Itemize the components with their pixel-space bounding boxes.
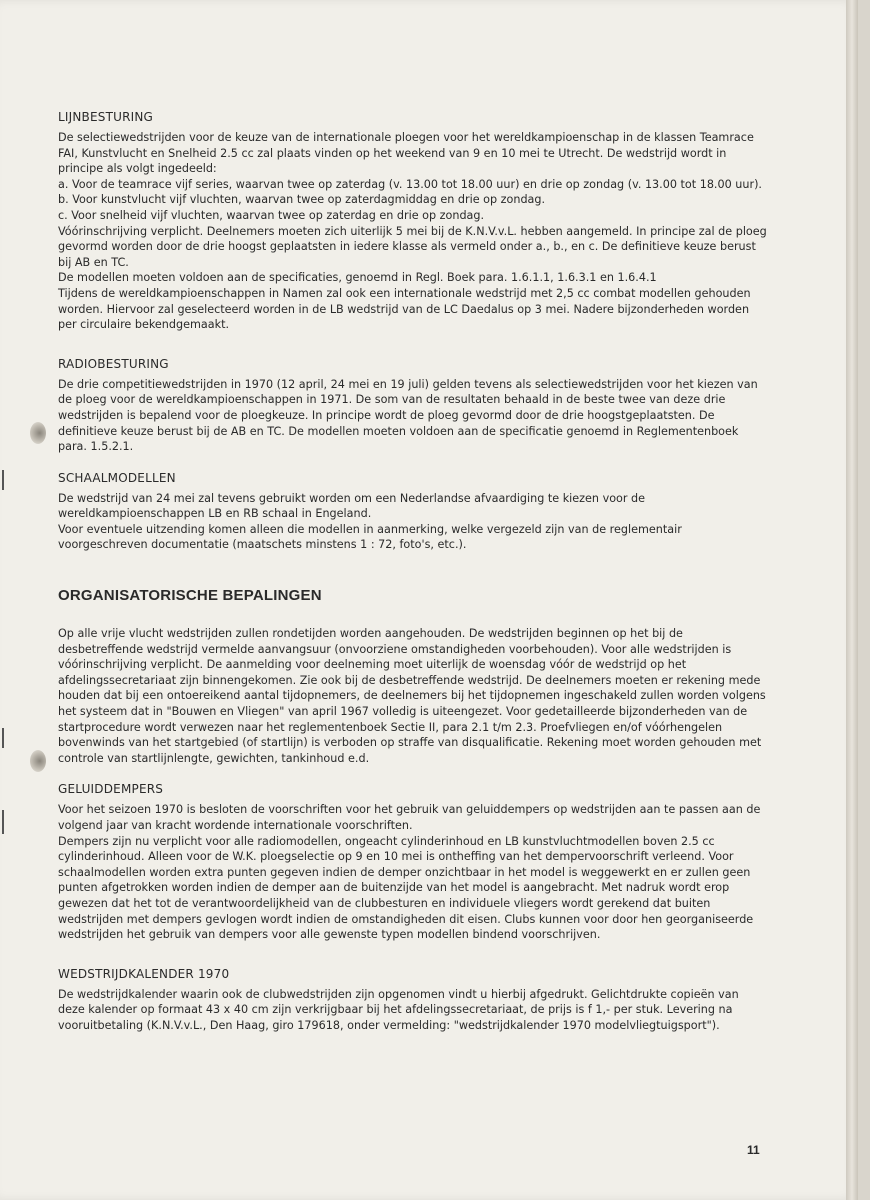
paragraph: a. Voor de teamrace vijf series, waarvan twee op zaterdag (v. 13.00 tot 18.00 uur) en drie op zondag (v. 13.00 tot 18.00 uur). bbox=[58, 177, 762, 191]
main-heading-organisatorische: ORGANISATORISCHE BEPALINGEN bbox=[58, 587, 322, 605]
section-heading: GELUIDDEMPERS bbox=[58, 782, 164, 797]
paragraph: Vóórinschrijving verplicht. Deelnemers moeten zich uiterlijk 5 mei bij de K.N.V.v.L. hebben aangemeld. In principe zal de ploeg gevormd worden door de drie hoogst geplaatsten in iedere klasse als vermeld onder a., b., en c. De definitieve keuze berust bij AB en TC. bbox=[58, 224, 767, 269]
paragraph: Voor het seizoen 1970 is besloten de voorschriften voor het gebruik van geluiddempers op wedstrijden aan te passen aan de volgend jaar van kracht wordende internationale voorschriften. bbox=[58, 803, 761, 832]
punch-hole-top bbox=[30, 422, 46, 444]
paragraph: Op alle vrije vlucht wedstrijden zullen rondetijden worden aangehouden. De wedstrijden beginnen op het bij de desbetreffende wedstrijd vermelde aanvangsuur (onvoorziene omstandigheden voorbehouden). Voor alle wedstrijden is vóórinschrijving verplicht. De aanmelding voor deelneming moet uiterlijk de woensdag vóór de wedstrijd op het afdelingssecretariaat zijn binnengekomen. Zie ook bij de desbetreffende wedstrijd. De deelnemers moeten er rekening mede houden dat bij een ontoereikend aantal tijdopnemers, de deelnemers bij het tijdopnemen ingeschakeld zullen worden volgens het systeem dat in "Bouwen en Vliegen" van april 1967 volledig is uiteengezet. Voor gedetailleerde bijzonderheden van de startprocedure wordt verwezen naar het reglementenboek Sectie II, para 2.1 t/m 2.3. Proefvliegen en/of vóórhengelen bovenwinds van het startgebied (of startlijn) is verboden op straffe van disqualificatie. Rekening moet worden gehouden met controle van startlijnlengte, gewichten, tankinhoud e.d. bbox=[58, 627, 766, 765]
paragraph: De selectiewedstrijden voor de keuze van de internationale ploegen voor het wereldkampioenschap in de klassen Teamrace FAI, Kunstvlucht en Snelheid 2.5 cc zal plaats vinden op het weekend van 9 en 10 mei te Utrecht. De wedstrijd wordt in principe als volgt ingedeeld: bbox=[58, 131, 754, 176]
paragraph: De modellen moeten voldoen aan de specificaties, genoemd in Regl. Boek para. 1.6.1.1, 1.6.3.1 en 1.6.4.1 bbox=[58, 271, 657, 285]
binder-mark bbox=[2, 728, 4, 748]
page-number: 11 bbox=[747, 1143, 760, 1157]
section-heading: LIJNBESTURING bbox=[58, 110, 154, 124]
section-schaalmodellen bbox=[58, 471, 768, 553]
punch-hole-bottom bbox=[30, 750, 46, 772]
paragraph: b. Voor kunstvlucht vijf vluchten, waarvan twee op zaterdagmiddag en drie op zondag. bbox=[58, 193, 546, 207]
section-heading: SCHAALMODELLEN bbox=[58, 470, 176, 485]
paragraph: Dempers zijn nu verplicht voor alle radiomodellen, ongeacht cylinderinhoud en LB kunstvluchtmodellen boven 2.5 cc cylinderinhoud. Alleen voor de W.K. ploegselectie op 9 en 10 mei is ontheffing van het dempervoorschrift verleend. Voor schaalmodellen worden extra punten gegeven indien de demper onzichtbaar in het model is weggewerkt en er zullen geen punten afgetrokken worden indien de demper aan de buitenzijde van het model is aangebracht. Met nadruk wordt erop gewezen dat het tot de verantwoordelijkheid van de clubbesturen en individuele vliegers wordt gerekend dat buiten wedstrijden met dempers gevlogen wordt indien de omstandigheden dit eisen. Clubs kunnen voor door hen georganiseerde wedstrijden het gebruik van dempers voor alle gewenste typen modellen bindend voorschrijven. bbox=[58, 834, 754, 942]
paragraph: De drie competitiewedstrijden in 1970 (12 april, 24 mei en 19 juli) gelden tevens als selectiewedstrijden voor het kiezen van de ploeg voor de wereldkampioenschappen in 1971. De som van de resultaten behaald in de beste twee van deze drie wedstrijden is bepalend voor de ploegkeuze. In principe wordt de ploeg gevormd door de drie hoogstgeplaatsten. De definitieve keuze berust bij de AB en TC. De modellen moeten voldoen aan de specificatie genoemd in Reglementenboek para. 1.5.2.1. bbox=[58, 377, 758, 454]
paragraph: De wedstrijd van 24 mei zal tevens gebruikt worden om een Nederlandse afvaardiging te kiezen voor de wereldkampioenschappen LB en RB schaal in Engeland. bbox=[58, 491, 646, 521]
section-geluiddempers bbox=[58, 782, 768, 942]
section-heading: WEDSTRIJDKALENDER 1970 bbox=[58, 966, 230, 981]
binder-mark bbox=[2, 810, 4, 834]
section-wedstrijdkalender bbox=[58, 967, 768, 1034]
paragraph: Voor eventuele uitzending komen alleen die modellen in aanmerking, welke vergezeld zijn van de reglementair voorgeschreven documentatie (maatschets minstens 1 : 72, foto's, etc.). bbox=[58, 522, 682, 552]
section-radiobesturing bbox=[58, 357, 768, 455]
page-content bbox=[58, 110, 768, 1034]
paragraph: c. Voor snelheid vijf vluchten, waarvan twee op zaterdag en drie op zondag. bbox=[58, 208, 485, 222]
paragraph: Tijdens de wereldkampioenschappen in Namen zal ook een internationale wedstrijd met 2,5 cc combat modellen gehouden worden. Hiervoor zal geselecteerd worden in de LB wedstrijd van de LC Daedalus op 3 mei. Nadere bijzonderheden worden per circulaire bekendgemaakt. bbox=[58, 286, 751, 332]
section-organisatorische bbox=[58, 626, 768, 766]
binder-mark bbox=[2, 470, 4, 490]
page-edge bbox=[846, 0, 858, 1200]
paragraph: De wedstrijdkalender waarin ook de clubwedstrijden zijn opgenomen vindt u hierbij afgedrukt. Gelichtdrukte copieën van deze kalender op formaat 43 x 40 cm zijn verkrijgbaar bij het afdelingssecretariaat, de prijs is f 1,- per stuk. Levering na vooruitbetaling (K.N.V.v.L., Den Haag, giro 179618, onder vermelding: "wedstrijdkalender 1970 modelvliegtuigsport"). bbox=[58, 987, 739, 1032]
section-lijnbesturing bbox=[58, 110, 768, 333]
section-heading: RADIOBESTURING bbox=[58, 356, 169, 371]
